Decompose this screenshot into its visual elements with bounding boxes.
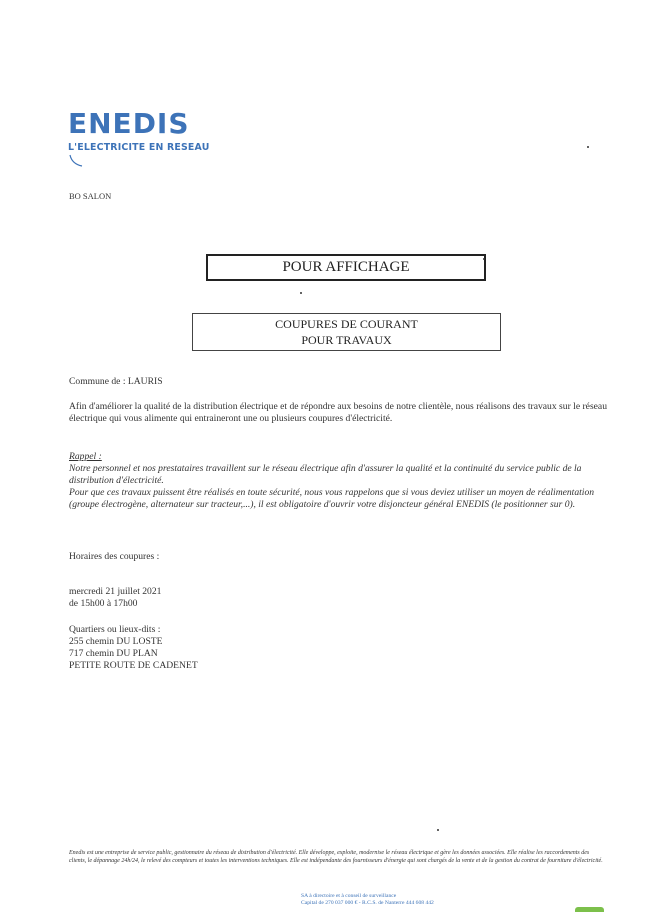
commune-line: Commune de : LAURIS <box>69 376 163 387</box>
outage-time: de 15h00 à 17h00 <box>69 598 138 609</box>
subtitle-line: COUPURES DE COURANT <box>275 317 418 331</box>
schedule-block <box>69 586 161 610</box>
reminder-paragraph: Pour que ces travaux puissent être réalisés en toute sécurité, nous vous rappelons que si vous deviez utiliser un moyen de réalimentation (groupe électrogène, alternateur sur tracteur,...), il est obligatoire d'ouvrir votre disjoncteur général ENEDIS (le positionner sur 0). <box>69 487 595 510</box>
enedis-logo <box>68 107 218 168</box>
footer-text: Enedis est une entreprise de service public, gestionnaire du réseau de distribution d'électricité. Elle développe, exploite, modernise le réseau électrique et gère les données associées. Elle réalise les raccordements des clients, le dépannage 24h/24, le relevé des compteurs et toutes les interventions techniques. Elle est indépendante des fournisseurs d'énergie qui sont chargés de la vente et de la gestion du contrat de fourniture d'électricité. <box>69 850 603 864</box>
scan-speck <box>300 292 302 294</box>
schedule-heading: Horaires des coupures : <box>69 551 160 562</box>
page-title: POUR AFFICHAGE <box>206 254 486 281</box>
legal-line: SA à directoire et à conseil de surveillance <box>301 893 397 899</box>
reminder-paragraph: Notre personnel et nos prestataires travaillent sur le réseau électrique afin d'assurer la qualité et la continuité du service public de la distribution d'électricité. <box>69 463 582 486</box>
scan-speck <box>483 258 485 260</box>
locations-block <box>69 624 198 672</box>
subtitle-line: POUR TRAVAUX <box>301 333 392 347</box>
reminder-label: Rappel : <box>69 451 102 462</box>
logo-swoosh-icon <box>68 154 88 168</box>
location-item: 255 chemin DU LOSTE <box>69 636 163 647</box>
agency-name: BO SALON <box>69 191 112 201</box>
intro-paragraph: Afin d'améliorer la qualité de la distribution électrique et de répondre aux besoins de notre clientèle, nous réalisons des travaux sur le réseau électrique qui vous alimente qui entraineront une ou plusieurs coupures d'électricité. <box>69 401 607 424</box>
logo-tagline: L'ELECTRICITE EN RESEAU <box>68 142 210 153</box>
scan-speck <box>437 829 439 831</box>
location-item: 717 chemin DU PLAN <box>69 648 158 659</box>
locations-label: Quartiers ou lieux-dits : <box>69 624 161 635</box>
green-footer-tab <box>575 907 604 912</box>
legal-info <box>301 893 434 907</box>
logo-wordmark: ENEDIS <box>68 107 190 140</box>
subtitle-box <box>192 313 501 351</box>
outage-date: mercredi 21 juillet 2021 <box>69 586 162 597</box>
reminder-block <box>69 451 609 511</box>
scan-speck <box>587 146 589 148</box>
location-item: PETITE ROUTE DE CADENET <box>69 660 198 671</box>
legal-line: Capital de 270 037 000 € - R.C.S. de Nanterre 444 608 442 <box>301 900 434 906</box>
